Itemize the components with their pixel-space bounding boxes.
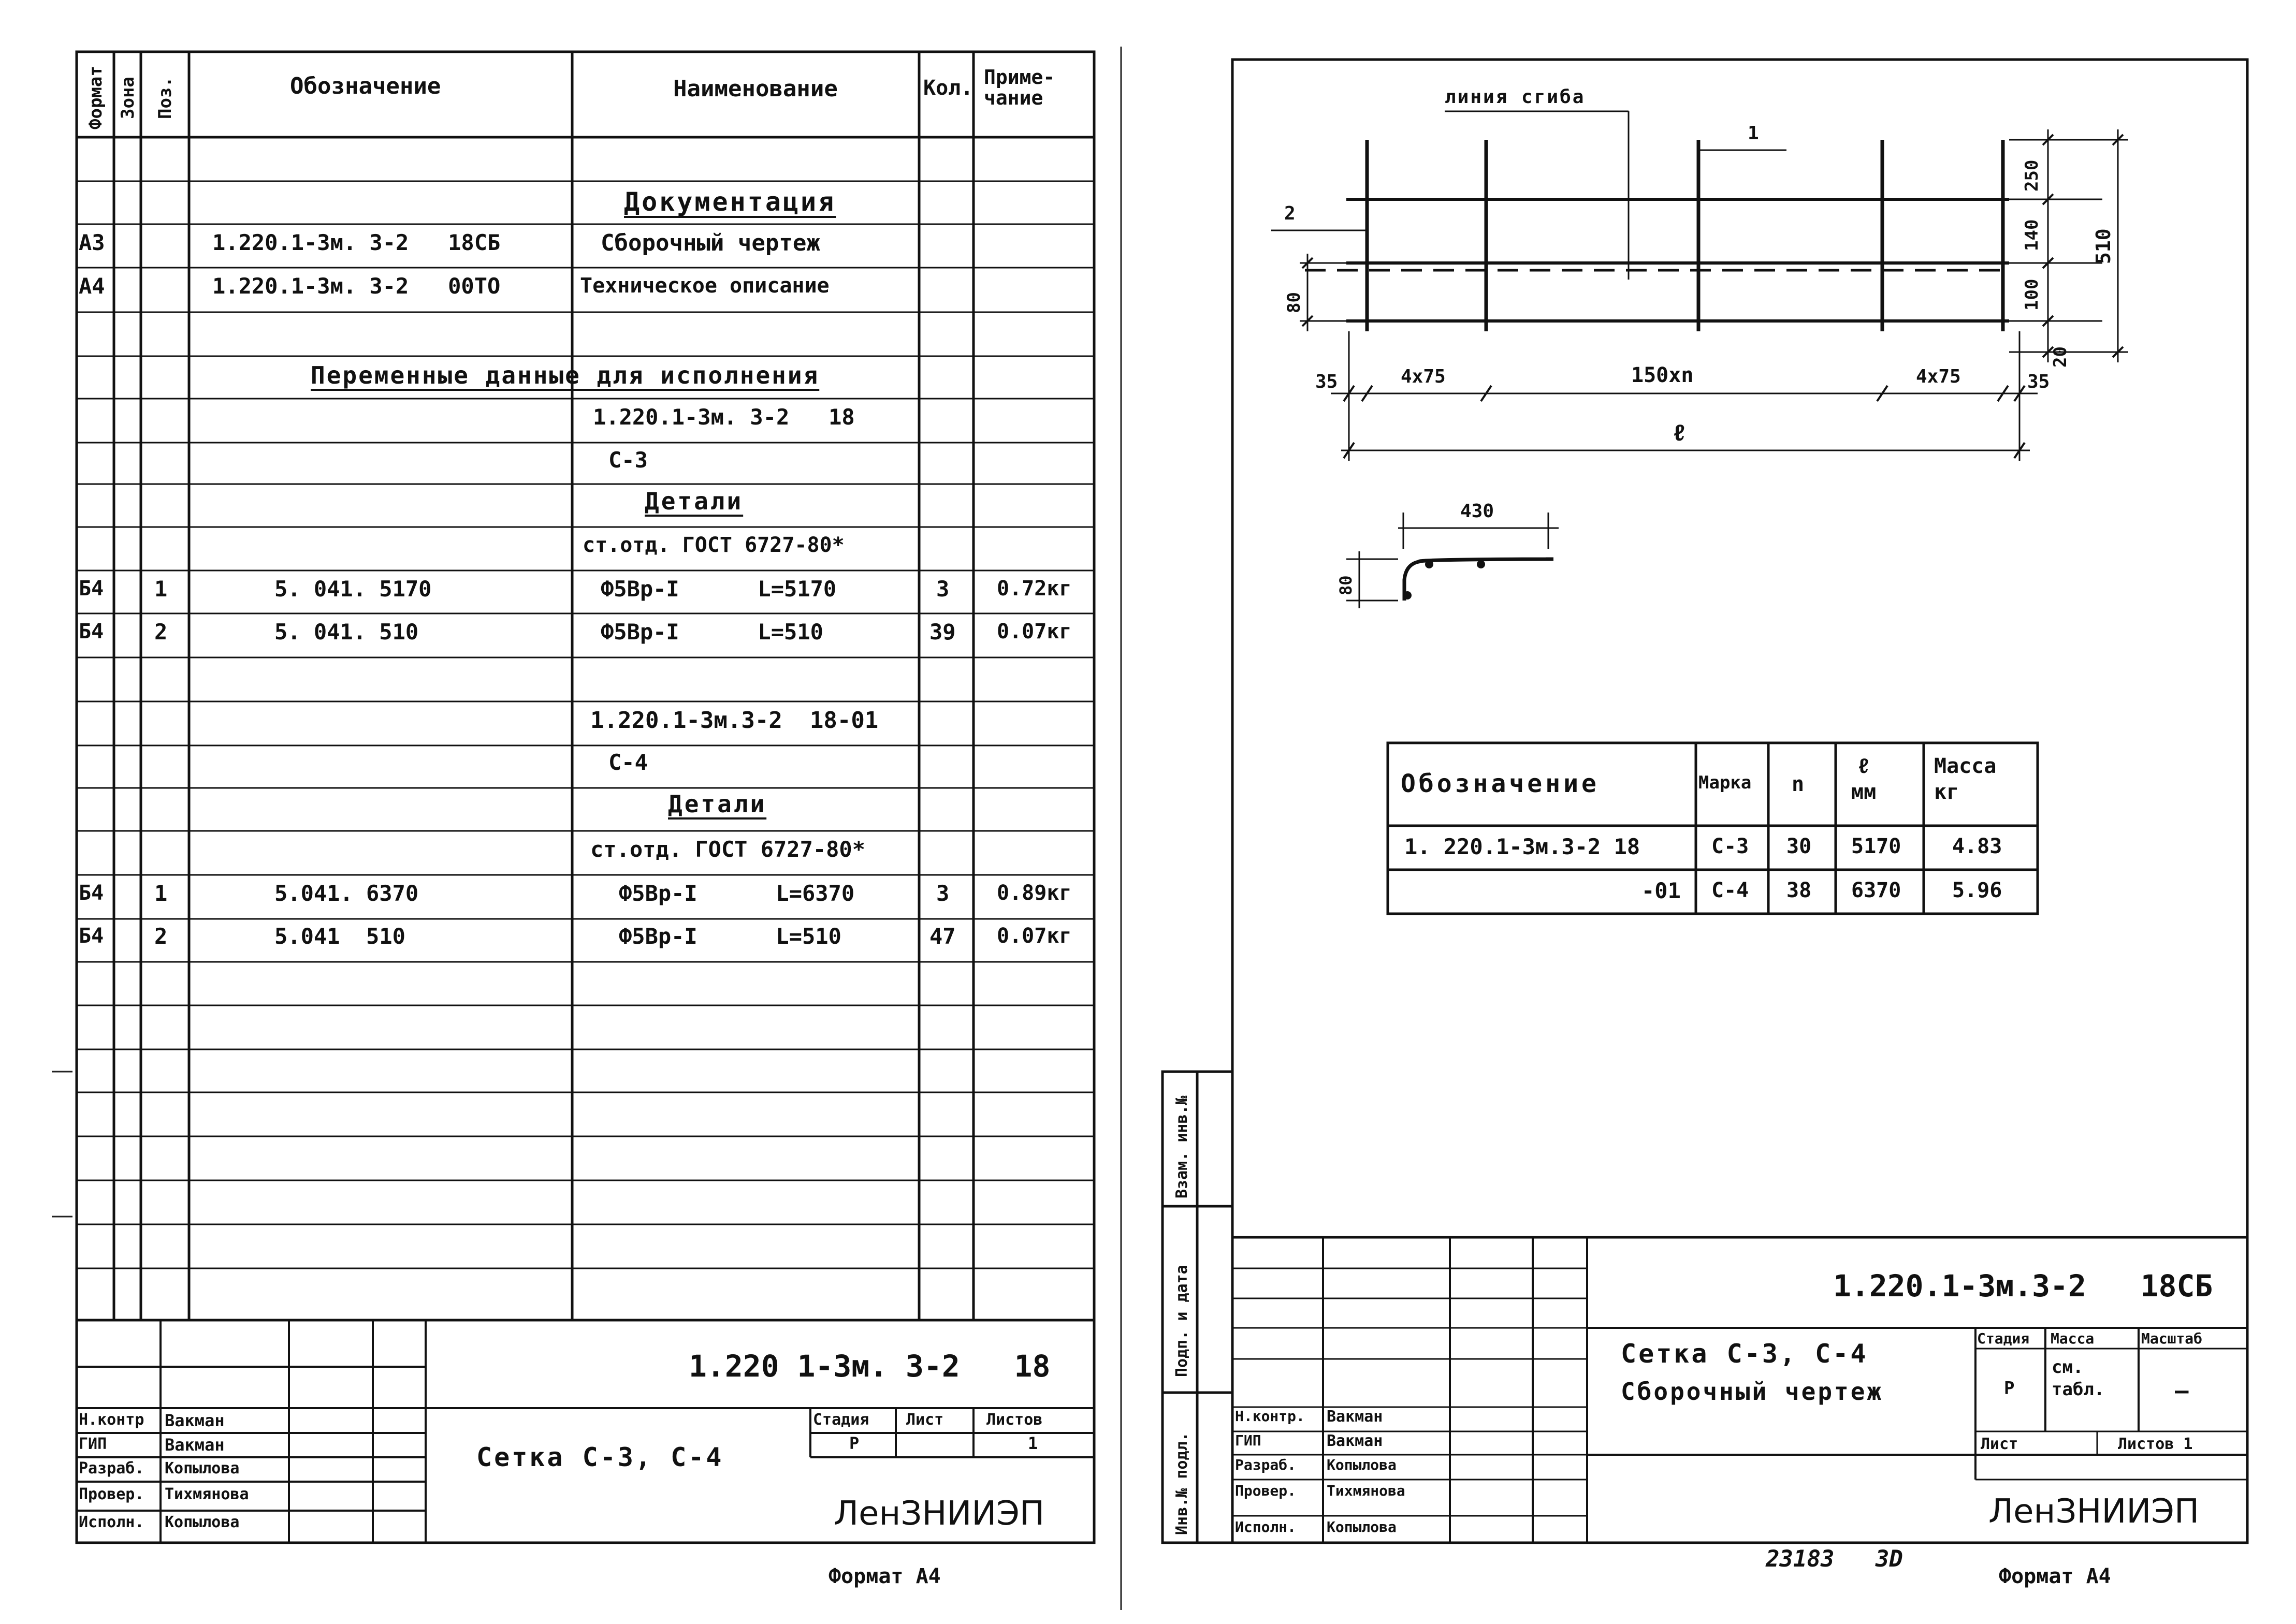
person-name: Тихмянова — [1327, 1482, 1405, 1499]
right-doc-code: 1.220.1-3м.3-2 18СБ — [1833, 1268, 2213, 1304]
position-1-label: 1 — [1748, 123, 1759, 144]
table-cell: -01 — [1641, 878, 1681, 903]
row-name: Ф5Вр-I L=5170 — [601, 576, 837, 602]
person-name: Вакман — [165, 1435, 225, 1455]
role-label: Разраб. — [1235, 1456, 1297, 1473]
row-note: 0.89кг — [997, 881, 1072, 905]
side-stamp-sign-label: Подп. и дата — [1173, 1265, 1191, 1377]
sheets-label: Листов — [986, 1411, 1043, 1429]
person-name: Вакман — [1327, 1432, 1383, 1450]
dim-250: 250 — [2022, 159, 2042, 192]
footer-numbers: 23183 3D — [1766, 1546, 1903, 1572]
row-designation: 1.220.1-3м. 3-2 18СБ — [212, 230, 501, 255]
dim-35-right: 35 — [2027, 371, 2050, 392]
row-pos: 2 — [154, 924, 168, 949]
row-format: А4 — [79, 273, 105, 299]
person-name: Тихмянова — [165, 1485, 249, 1503]
row-name: Ф5Вр-I L=510 — [619, 924, 841, 949]
table-cell: С-4 — [1711, 879, 1749, 902]
detail-dim-430: 430 — [1460, 501, 1494, 522]
stage-label: Стадия — [813, 1411, 869, 1429]
person-name: Копылова — [1327, 1518, 1397, 1535]
position-2-label: 2 — [1284, 203, 1296, 224]
left-title: Сетка С-3, С-4 — [476, 1442, 724, 1472]
header-qty: Кол. — [923, 76, 973, 100]
sheets-value: 1 — [1028, 1433, 1038, 1453]
table-cell: 30 — [1786, 835, 1812, 858]
dim-20: 20 — [2050, 346, 2071, 368]
sheet-label: Лист — [1981, 1435, 2018, 1453]
row-designation: 5. 041. 5170 — [274, 576, 432, 602]
row-name: Ф5Вр-I L=6370 — [619, 881, 855, 906]
role-label: Н.контр. — [1235, 1408, 1305, 1425]
dim-35-left: 35 — [1315, 371, 1338, 392]
role-label: Разраб. — [79, 1459, 144, 1477]
row-pos: 2 — [154, 619, 168, 645]
table-col-n: n — [1792, 772, 1805, 796]
mass-value: см. табл. — [2052, 1357, 2105, 1400]
right-org-name: ЛенЗНИИЭП — [1988, 1493, 2200, 1531]
dim-4x75-right: 4х75 — [1916, 366, 1961, 387]
table-cell: С-3 — [1711, 835, 1749, 858]
header-pos: Поз. — [155, 77, 176, 119]
row-name: Сборочный чертеж — [601, 230, 820, 256]
section-variable-data: Переменные данные для исполнения — [311, 361, 820, 389]
dim-length-l: ℓ — [1673, 420, 1687, 446]
table-cell: 6370 — [1851, 879, 1901, 902]
table-col-designation: Обозначение — [1401, 769, 1600, 798]
row-name: Техническое описание — [580, 274, 830, 298]
section-details: Детали — [668, 790, 767, 818]
header-zone: Зона — [118, 77, 138, 119]
role-label: Провер. — [1235, 1482, 1297, 1499]
row-name: 1.220.1-3м. 3-2 18 — [593, 404, 855, 430]
side-stamp-labels — [1173, 1095, 1191, 1535]
table-col-mark: Марка — [1698, 772, 1752, 793]
table-cell: 5.96 — [1952, 879, 2002, 902]
dim-100: 100 — [2022, 279, 2042, 311]
left-format-label: Формат А4 — [829, 1564, 941, 1588]
row-note: 0.72кг — [997, 577, 1072, 601]
section-details: Детали — [645, 487, 744, 515]
row-designation: 5.041. 6370 — [274, 881, 419, 906]
table-cell: 1. 220.1-3м.3-2 18 — [1404, 834, 1640, 859]
row-format: Б4 — [79, 577, 104, 601]
row-name: ст.отд. ГОСТ 6727-80* — [590, 837, 866, 862]
person-name: Вакман — [1327, 1408, 1383, 1426]
row-name: ст.отд. ГОСТ 6727-80* — [583, 533, 845, 557]
row-name: С-4 — [608, 750, 648, 775]
role-label: Н.контр — [79, 1411, 144, 1429]
row-name: Ф5Вр-I L=510 — [601, 619, 823, 645]
header-designation: Обозначение — [290, 73, 441, 99]
right-title-line2: Сборочный чертеж — [1621, 1378, 1884, 1406]
scale-label: Масштаб — [2141, 1330, 2203, 1347]
row-qty: 3 — [936, 576, 950, 602]
role-label: ГИП — [79, 1435, 107, 1453]
side-stamp-replace-label: Взам. инв.№ — [1173, 1095, 1191, 1198]
row-note: 0.07кг — [997, 924, 1072, 948]
dim-140: 140 — [2022, 219, 2042, 251]
dim-80: 80 — [1284, 292, 1304, 313]
table-cell: 5170 — [1851, 835, 1901, 858]
row-name: С-3 — [608, 447, 648, 473]
row-format: Б4 — [79, 924, 104, 948]
dim-4x75-left: 4х75 — [1401, 366, 1446, 387]
row-pos: 1 — [154, 881, 168, 906]
row-name: 1.220.1-3м.3-2 18-01 — [590, 707, 879, 734]
table-col-length: ℓ мм — [1851, 754, 1877, 804]
right-sheet-frame — [1162, 60, 2247, 1543]
table-cell: 4.83 — [1952, 835, 2002, 858]
row-designation: 5. 041. 510 — [274, 619, 419, 645]
table-col-mass: Масса кг — [1934, 754, 1997, 804]
dim-510: 510 — [2092, 228, 2115, 264]
mass-label: Масса — [2051, 1330, 2095, 1347]
left-vertical-headers — [85, 66, 176, 129]
stage-value: Р — [2004, 1378, 2015, 1399]
person-name: Копылова — [165, 1513, 240, 1531]
right-format-label: Формат А4 — [1999, 1564, 2111, 1588]
header-name: Наименование — [673, 76, 838, 102]
sheets-label: Листов 1 — [2118, 1435, 2193, 1453]
row-designation: 5.041 510 — [274, 924, 405, 949]
role-label: ГИП — [1235, 1432, 1261, 1449]
mesh-drawing — [1271, 111, 2128, 461]
dim-150xn: 150хn — [1631, 363, 1694, 387]
bend-detail — [1346, 513, 1559, 608]
row-qty: 39 — [929, 619, 956, 645]
row-pos: 1 — [154, 576, 168, 602]
person-name: Копылова — [1327, 1456, 1397, 1473]
row-format: Б4 — [79, 881, 104, 905]
detail-dim-80: 80 — [1336, 575, 1356, 595]
section-documentation: Документация — [624, 187, 836, 217]
sheet-label: Лист — [906, 1411, 944, 1429]
row-qty: 3 — [936, 881, 950, 906]
stage-value: Р — [849, 1433, 860, 1453]
header-format: Формат — [85, 66, 106, 129]
person-name: Копылова — [165, 1459, 240, 1477]
bend-line-label: линия сгиба — [1445, 86, 1586, 108]
table-cell: 38 — [1786, 879, 1812, 902]
row-format: Б4 — [79, 620, 104, 643]
right-title-line1: Сетка С-3, С-4 — [1621, 1339, 1868, 1369]
row-designation: 1.220.1-3м. 3-2 00ТО — [212, 273, 501, 299]
row-format: А3 — [79, 230, 105, 255]
role-label: Исполн. — [79, 1513, 144, 1531]
row-qty: 47 — [929, 924, 956, 949]
row-note: 0.07кг — [997, 620, 1072, 643]
left-org-name: ЛенЗНИИЭП — [834, 1495, 1045, 1533]
role-label: Провер. — [79, 1485, 144, 1503]
header-note: Приме- чание — [984, 66, 1055, 109]
left-doc-code: 1.220 1-3м. 3-2 18 — [689, 1349, 1051, 1384]
stage-label: Стадия — [1977, 1330, 2030, 1347]
person-name: Вакман — [165, 1411, 225, 1430]
role-label: Исполн. — [1235, 1518, 1297, 1535]
side-stamp-inv-label: Инв.№ подл. — [1173, 1432, 1191, 1535]
scale-value: — — [2175, 1378, 2189, 1404]
